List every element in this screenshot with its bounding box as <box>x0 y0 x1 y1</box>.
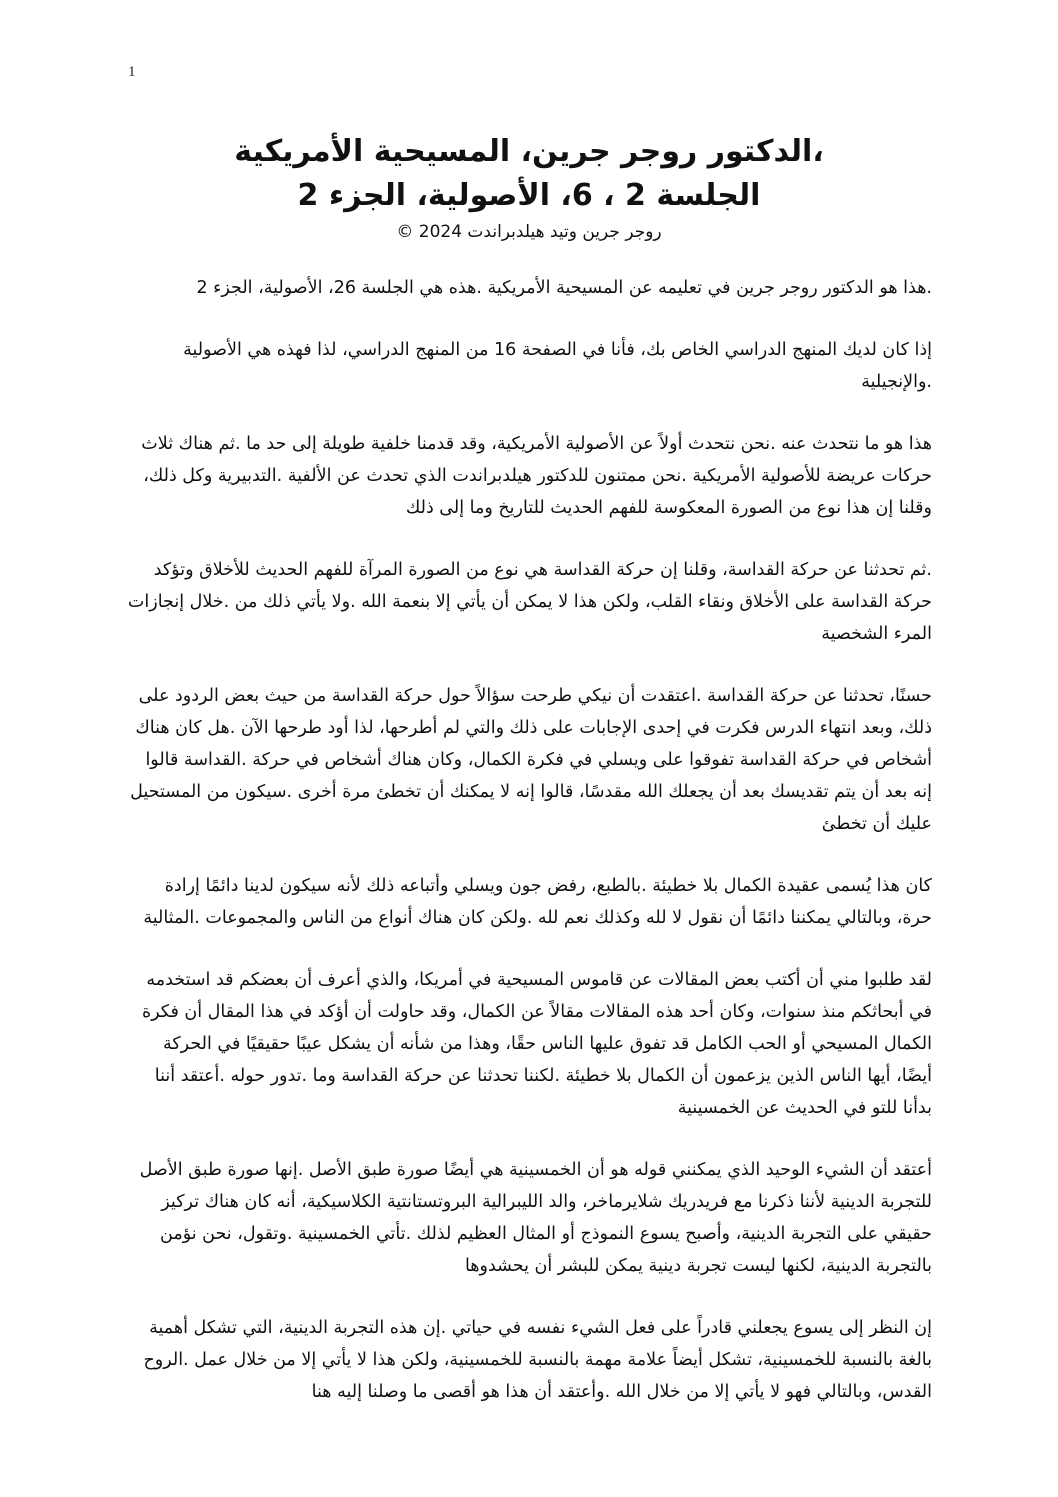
document-body <box>126 272 932 1438</box>
document-title-line-2: الجلسة 2 ، 6، الأصولية، الجزء 2 <box>297 178 761 213</box>
document-title-line-1: ،الدكتور روجر جرين، المسيحية الأمريكية <box>234 134 824 169</box>
title-block <box>140 130 918 246</box>
paragraph: كان هذا يُسمى عقيدة الكمال بلا خطيئة .بالطبع، رفض جون ويسلي وأتباعه ذلك لأنه سيكون لدينا دائمًا إرادة حرة، وبالتالي يمكننا دائمًا أن نقول لا لله وكذلك نعم لله .ولكن كان هناك أنواع من الناس والمجموعات .المثالية <box>143 876 932 928</box>
page-number: 1 <box>128 64 136 80</box>
paragraph: أعتقد أن الشيء الوحيد الذي يمكنني قوله هو أن الخمسينية هي أيضًا صورة طبق الأصل .إنها صورة طبق الأصل للتجربة الدينية لأننا ذكرنا مع فريدريك شلايرماخر، والد الليبرالية البروتستانتية الكلاسيكية، أنه كان هناك تركيز حقيقي على التجربة الدينية، وأصبح يسوع النموذج أو المثال العظيم لذلك .تأتي الخمسينية .وتقول، نحن نؤمن بالتجربة الدينية، لكنها ليست تجربة دينية يمكن للبشر أن يحشدوها <box>139 1160 932 1276</box>
paragraph: حسنًا، تحدثنا عن حركة القداسة .اعتقدت أن نيكي طرحت سؤالاً حول حركة القداسة من حيث بعض الردود على ذلك، وبعد انتهاء الدرس فكرت في إحدى الإجابات على ذلك والتي لم أطرحها، لذا أود طرحها الآن .هل كان هناك أشخاص في حركة القداسة تفوقوا على ويسلي في فكرة الكمال، وكان هناك أشخاص في حركة .القداسة قالوا إنه بعد أن يتم تقديسك بعد أن يجعلك الله مقدسًا، قالوا إنه لا يمكنك أن تخطئ مرة أخرى .سيكون من المستحيل عليك أن تخطئ <box>130 686 932 834</box>
copyright-line: روجر جرين وتيد هيلدبراندت 2024 © <box>396 222 662 242</box>
paragraph: .هذا هو الدكتور روجر جرين في تعليمه عن المسيحية الأمريكية .هذه هي الجلسة 26، الأصولية، الجزء 2 <box>196 278 932 298</box>
paragraph: لقد طلبوا مني أن أكتب بعض المقالات عن قاموس المسيحية في أمريكا، والذي أعرف أن بعضكم قد استخدمه في أبحاثكم منذ سنوات، وكان أحد هذه المقالات مقالاً عن الكمال، وقد حاولت أن أؤكد في هذا المقال أن فكرة الكمال المسيحي أو الحب الكامل قد تفوق عليها الناس حقًا، وهذا من شأنه أن يشكل عيبًا حقيقيًا في الحركة أيضًا، أيها الناس الذين يزعمون أن الكمال بلا خطيئة .لكننا تحدثنا عن حركة القداسة وما .تدور حوله .أعتقد أننا بدأنا للتو في الحديث عن الخمسينية <box>141 970 932 1118</box>
paragraph: إذا كان لديك المنهج الدراسي الخاص بك، فأنا في الصفحة 16 من المنهج الدراسي، لذا فهذه هي الأصولية .والإنجيلية <box>183 340 932 392</box>
paragraph: هذا هو ما نتحدث عنه .نحن نتحدث أولاً عن الأصولية الأمريكية، وقد قدمنا خلفية طويلة إلى حد ما .ثم هناك ثلاث حركات عريضة للأصولية الأمريكية .نحن ممتنون للدكتور هيلدبراندت الذي تحدث عن الألفية .التدبيرية وكل ذلك، وقلنا إن هذا نوع من الصورة المعكوسة للفهم الحديث للتاريخ وما إلى ذلك <box>141 434 932 518</box>
paragraph: .ثم تحدثنا عن حركة القداسة، وقلنا إن حركة القداسة هي نوع من الصورة المرآة للفهم الحديث للأخلاق وتؤكد حركة القداسة على الأخلاق ونقاء القلب، ولكن هذا لا يمكن أن يأتي إلا بنعمة الله .ولا يأتي ذلك من .خلال إنجازات المرء الشخصية <box>127 560 932 644</box>
paragraph: إن النظر إلى يسوع يجعلني قادراً على فعل الشيء نفسه في حياتي .إن هذه التجربة الدينية، التي تشكل أهمية بالغة بالنسبة للخمسينية، تشكل أيضاً علامة مهمة بالنسبة للخمسينية، ولكن هذا لا يأتي إلا من خلال عمل .الروح القدس، وبالتالي فهو لا يأتي إلا من خلال الله .وأعتقد أن هذا هو أقصى ما وصلنا إليه هنا <box>143 1318 932 1402</box>
